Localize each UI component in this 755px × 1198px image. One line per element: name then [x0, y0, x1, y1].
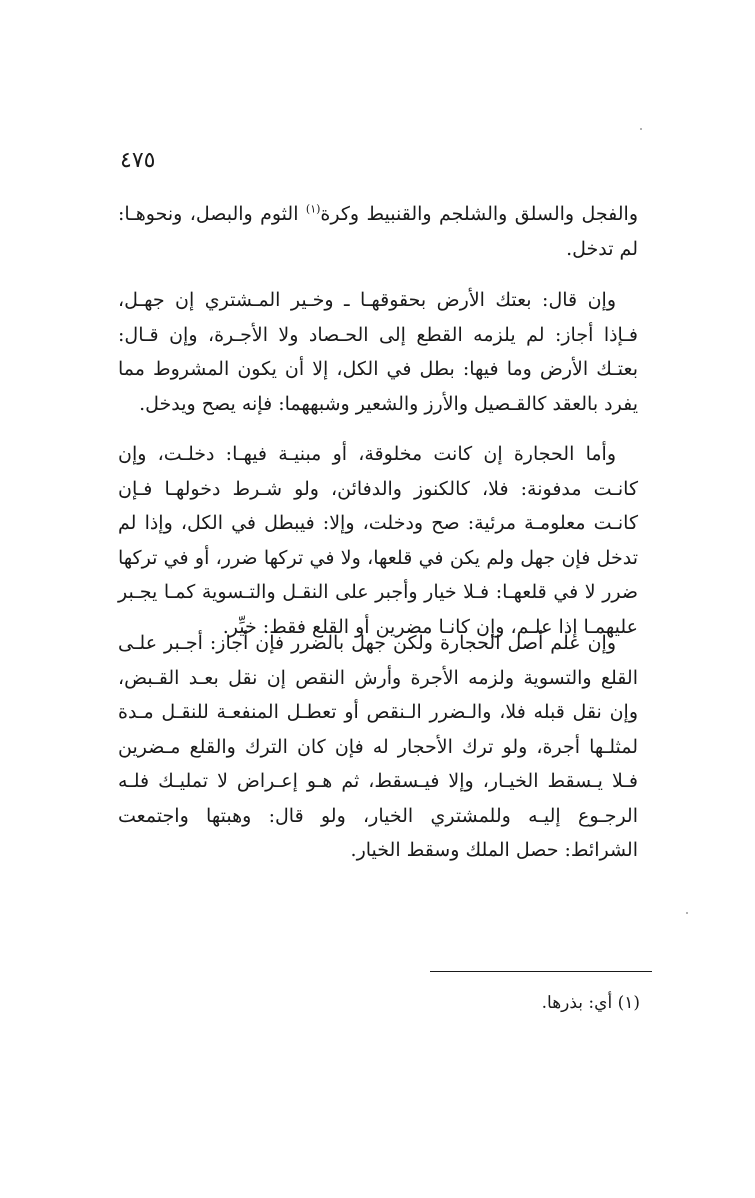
continuation-text	[118, 197, 638, 266]
scan-speck	[640, 128, 642, 130]
footnote-reference[interactable]: (١)	[305, 202, 321, 216]
paragraph-text: وإن قال: بعتك الأرض بحقوقهـا ـ وخـير المـشتري إن جهـل، فـإذا أجاز: لم يلزمه القطع إلى الحـصاد ولا الأجـرة، وإن قـال: بعتـك الأرض وما فيها: بطل في الكل، إلا أن يكون المشروط مما يفرد بالعقد كالقـصيل والأرز والشعير وشبههما: فإنه يصح ويدخل.	[118, 289, 638, 415]
continuation-paragraph	[118, 197, 638, 266]
paragraph-3	[118, 626, 638, 868]
continuation-text-end: الثوم والبصل، ونحوهـا: لم تدخل.	[118, 203, 638, 260]
footnote-divider	[430, 971, 652, 972]
continuation-text-start: والفجل والسلق والشلجم والقنبيط وكرة	[320, 203, 638, 225]
paragraph-2	[118, 437, 638, 644]
paragraph-text: وأما الحجارة إن كانت مخلوقة، أو مبنيـة فيهـا: دخلـت، وإن كانـت مدفونة: فلا، كالكنوز والدفائن، ولو شـرط دخولهـا فـإن كانـت معلومـة مرئية: صح ودخلت، وإلا: فيبطل في الكل، وإذا لم تدخل فإن جهل ولم يكن في قلعها، ولا في تركها ضرر، أو في تركها ضرر لا في قلعهـا: فـلا خيار وأجبر على النقـل والتـسوية كمـا يجـبر عليهمـا إذا علـم، وإن كانـا مضرين أو القلع فقط: خيِّر.	[118, 443, 638, 638]
page-number: ٤٧٥	[120, 148, 156, 173]
paragraph-1	[118, 283, 638, 421]
footnote-1: (١) أي: بذرها.	[541, 993, 640, 1013]
scan-speck	[686, 912, 688, 914]
paragraph-text: وإن علم أصل الحجارة ولكن جهل بالضرر فإن أجاز: أجـبر علـى القلع والتسوية ولزمه الأجرة وأرش النقص إن نقل بعـد القـبض، وإن نقل قبله فلا، والـضرر الـنقص أو تعطـل المنفعـة للنقـل مـدة لمثلـها أجرة، ولو ترك الأحجار له فإن كان الترك والقلع مـضرين فـلا يـسقط الخيـار، وإلا فيـسقط، ثم هـو إعـراض لا تمليـك فلـه الرجـوع إليـه وللمشتري الخيار، ولو قال: وهبتها واجتمعت الشرائط: حصل الملك وسقط الخيار.	[118, 632, 638, 861]
